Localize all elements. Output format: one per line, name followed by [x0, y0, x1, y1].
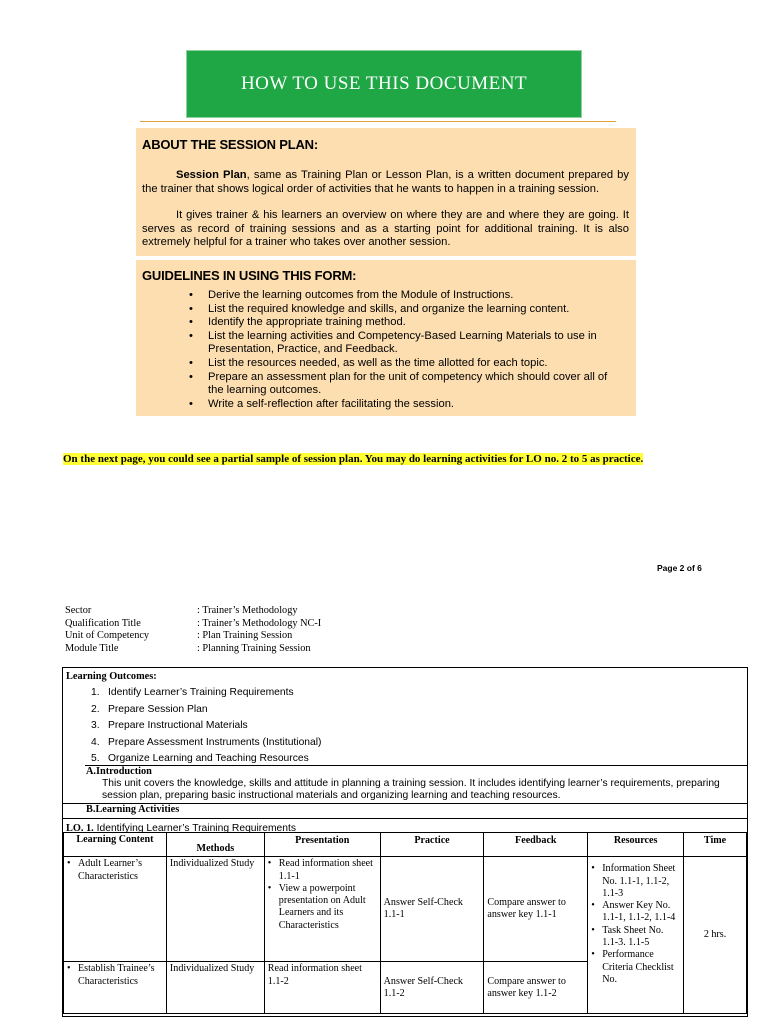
resource-text: Answer Key No. 1.1-1, 1.1-2, 1.1-4: [602, 900, 676, 924]
outcome-text: Identify Learner’s Training Requirements: [108, 687, 294, 698]
cell-content: • Establish Trainee’s Characteristics: [64, 962, 167, 1014]
outcome-number: 1.: [91, 687, 100, 698]
guideline-text: List the learning activities and Competency-Based Learning Materials to use in Presentation, Practice, and Feedback.: [208, 329, 597, 356]
cell-presentation: • Read information sheet 1.1-1 • View a powerpoint presentation on Adult Learners and its Characteristics: [264, 857, 380, 962]
meta-value: : Plan Training Session: [197, 630, 293, 641]
introduction-text: This unit covers the knowledge, skills and attitude in planning a training session. It includes identifying learner’s requirements, preparing session plan, preparing basic instructional materials and organizing learning and teaching resources.: [102, 778, 720, 802]
divider: [63, 818, 747, 819]
guideline-text: Identify the appropriate training method.: [208, 316, 406, 329]
meta-row: [65, 605, 321, 618]
guidelines-heading: GUIDELINES IN USING THIS FORM:: [142, 268, 357, 283]
meta-label: Sector: [65, 605, 92, 616]
meta-value: : Trainer’s Methodology NC-I: [197, 617, 322, 629]
list-item: • List the required knowledge and skills, and organize the learning content.: [189, 302, 570, 315]
header-resources: Resources: [588, 833, 684, 857]
about-paragraph-2: [142, 209, 629, 250]
list-item: • List the learning activities and Competency-Based Learning Materials to use in Presentation, Practice, and Feedback.: [189, 329, 597, 356]
page-number: Page 2 of 6: [657, 563, 702, 573]
cell-feedback: Compare answer to answer key 1.1-1: [484, 857, 588, 962]
about-heading: ABOUT THE SESSION PLAN:: [142, 137, 318, 152]
outcome-number: 3.: [91, 720, 100, 732]
meta-value: : Planning Training Session: [197, 642, 311, 654]
header-learning-content: Learning Content: [64, 833, 167, 857]
meta-value: : Trainer’s Methodology: [197, 605, 298, 616]
highlighted-note: [63, 452, 713, 466]
about-paragraph-1: [142, 169, 629, 196]
guideline-text: Write a self-reflection after facilitating the session.: [208, 397, 455, 410]
learning-outcomes-title: Learning Outcomes:: [66, 671, 157, 682]
session-plan-meta: [65, 605, 321, 655]
header-practice: Practice: [380, 833, 484, 857]
banner-underline: [140, 121, 616, 122]
document-banner: [186, 50, 582, 118]
content-text: Establish Trainee’s Characteristics: [78, 963, 155, 987]
cell-content: • Adult Learner’s Characteristics: [64, 857, 167, 962]
learning-outcomes-list: [91, 685, 321, 768]
meta-row: [65, 630, 321, 643]
meta-label: Qualification Title: [65, 617, 141, 629]
cell-practice: Answer Self-Check 1.1-1: [380, 857, 484, 962]
about-paragraph-1-text: , same as Training Plan or Lesson Plan, is a written document prepared by the trainer that shows logical order of activities that he wants to happen in a training session.: [142, 169, 629, 195]
introduction-title: A.Introduction: [86, 766, 152, 777]
header-time: Time: [684, 833, 747, 857]
outcome-text: Prepare Session Plan: [108, 703, 208, 715]
meta-row: [65, 618, 321, 631]
list-item: • Write a self-reflection after facilitating the session.: [189, 397, 455, 410]
lo1-text: Identifying Learner’s Training Requirements: [96, 823, 297, 834]
cell-time: 2 hrs.: [684, 857, 747, 1014]
outcome-text: Prepare Assessment Instruments (Institutional): [108, 736, 322, 748]
cell-methods: Individualized Study: [166, 962, 264, 1014]
meta-label: Module Title: [65, 642, 119, 654]
outcome-number: 4.: [91, 736, 100, 748]
outcome-number: 2.: [91, 703, 100, 715]
guideline-text: Derive the learning outcomes from the Module of Instructions.: [208, 289, 514, 301]
about-paragraph-2-text: It gives trainer & his learners an overview on where they are and where they are going. It serves as record of training sessions and as a starting point for additional training. It is also extremely helpful for a trainer who takes over another session.: [142, 209, 629, 249]
content-text: Adult Learner’s Characteristics: [78, 858, 142, 882]
cell-methods: Individualized Study: [166, 857, 264, 962]
banner-title: HOW TO USE THIS DOCUMENT: [240, 73, 528, 94]
presentation-text: View a powerpoint presentation on Adult Learners and its Characteristics: [278, 882, 366, 931]
resource-text: Task Sheet No. 1.1-3. 1.1-5: [602, 924, 664, 949]
guideline-text: Prepare an assessment plan for the unit of competency which should cover all of the learning outcomes.: [208, 370, 608, 397]
resource-text: Performance Criteria Checklist No.: [602, 949, 674, 985]
guideline-text: List the resources needed, as well as the time allotted for each topic.: [208, 356, 548, 369]
cell-feedback: Compare answer to answer key 1.1-2: [484, 962, 588, 1014]
header-feedback: Feedback: [484, 833, 588, 857]
learning-activities-title: B.Learning Activities: [86, 804, 180, 815]
session-plan-term: Session Plan: [176, 169, 247, 181]
resource-text: Information Sheet No. 1.1-1, 1.1-2, 1.1-3: [602, 863, 676, 899]
cell-practice: Answer Self-Check 1.1-2: [380, 962, 484, 1014]
divider: [85, 765, 747, 766]
header-methods: Methods: [166, 833, 264, 857]
meta-label: Unit of Competency: [65, 630, 150, 641]
list-item: [91, 718, 321, 735]
session-plan-frame: [62, 667, 748, 1017]
list-item: [91, 685, 321, 702]
list-item: [91, 702, 321, 719]
outcome-text: Prepare Instructional Materials: [108, 720, 248, 732]
table-row: [64, 857, 747, 962]
learning-activities-table: [63, 832, 747, 1014]
table-header-row: [64, 833, 747, 857]
guideline-text: List the required knowledge and skills, and organize the learning content.: [208, 302, 570, 315]
note-text: On the next page, you could see a partial sample of session plan. You may do learning activities for LO no. 2 to 5 as practice.: [63, 453, 644, 465]
about-session-plan-box: [136, 128, 636, 256]
outcome-number: 5.: [91, 753, 100, 765]
guidelines-box: [136, 260, 636, 416]
list-item: [91, 735, 321, 752]
guidelines-list: [180, 289, 620, 411]
cell-presentation: Read information sheet 1.1-2: [264, 962, 380, 1014]
outcome-text: Organize Learning and Teaching Resources: [108, 753, 309, 765]
cell-resources: • Information Sheet No. 1.1-1, 1.1-2, 1.1-3 • Answer Key No. 1.1-1, 1.1-2, 1.1-4 • Task Sheet No. 1.1-3. 1.1-5 • Performance Criteria Checklist No.: [588, 857, 684, 1014]
list-item: • List the resources needed, as well as the time allotted for each topic.: [189, 356, 548, 369]
list-item: • Derive the learning outcomes from the Module of Instructions.: [189, 289, 514, 301]
list-item: • Prepare an assessment plan for the unit of competency which should cover all of the learning outcomes.: [189, 370, 608, 397]
header-presentation: Presentation: [264, 833, 380, 857]
presentation-text: Read information sheet 1.1-1: [278, 858, 373, 882]
meta-row: [65, 643, 321, 656]
list-item: • Identify the appropriate training method.: [189, 316, 406, 329]
lo1-label: LO. 1.: [66, 823, 94, 834]
